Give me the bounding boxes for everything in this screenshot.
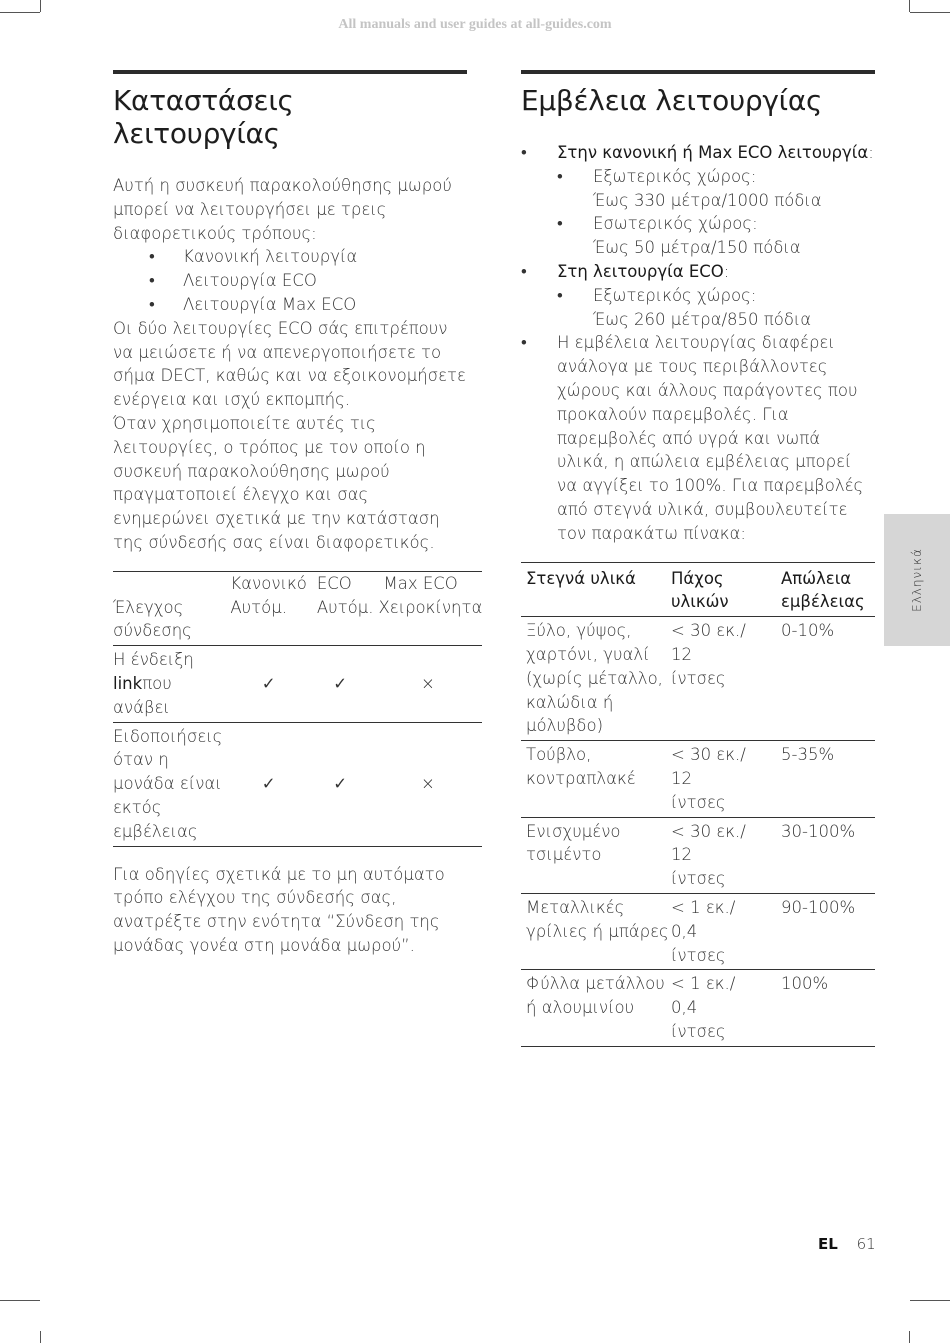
table-header-cell: Απώλεια εμβέλειας (781, 562, 875, 617)
range-value: Έως 330 μέτρα/1000 πόδια (593, 190, 822, 210)
sub-list (557, 165, 875, 260)
table-row (521, 893, 875, 969)
section-title-range: Εμβέλεια λειτουργίας (521, 84, 823, 117)
table-cell: < 30 εκ./ 12 ίντσες (671, 621, 746, 688)
table-cell: < 1 εκ./ 0,4 ίντσες (671, 970, 781, 1046)
footer-language: EL (818, 1235, 838, 1253)
range-label: Εξωτερικός χώρος: (593, 285, 757, 305)
table-row (113, 722, 482, 846)
list-item (557, 284, 875, 332)
crop-mark (910, 12, 950, 13)
crop-mark (40, 0, 41, 12)
table-cell: Έλεγχος σύνδεσης (113, 597, 192, 641)
range-value: Έως 260 μέτρα/850 πόδια (593, 309, 812, 329)
table-cell: Τούβλο, κοντραπλακέ (521, 741, 671, 817)
table-header-cell: Max ECO (383, 573, 458, 593)
materials-table (521, 562, 875, 1047)
table-header-cell: Στεγνά υλικά (521, 562, 671, 617)
range-label: Εξωτερικός χώρος: (593, 166, 757, 186)
table-cell: 0-10% (781, 621, 835, 641)
list-item: • Λειτουργία ECO (183, 269, 467, 293)
crop-mark (0, 12, 40, 13)
list-item: • Στη λειτουργία ECO: • Εξωτερικός χώρος: Έως 260 μέτρα/850 πόδια (521, 260, 875, 331)
list-item (557, 212, 875, 260)
normal-mode-heading: Στην κανονική ή Max ECO λειτουργία (557, 143, 869, 162)
page-footer (818, 1235, 876, 1253)
table-cell: < 1 εκ./ 0,4 ίντσες (671, 893, 781, 969)
table-cell: Αυτόμ. (316, 597, 374, 617)
table-row (521, 741, 875, 817)
table-header-cell: Κανονικό (230, 573, 307, 593)
bullet-icon: • (521, 333, 527, 353)
crop-mark (40, 1331, 41, 1343)
check-icon: ✓ (307, 646, 374, 722)
table-cell: 100% (781, 970, 875, 1046)
title-rule (521, 70, 875, 74)
language-tab-label: Ελληνικά (910, 548, 924, 612)
table-cell: Αυτόμ. (230, 597, 287, 617)
list-item: • Στην κανονική ή Max ECO λειτουργία: • Εξωτερικός χώρος: Έως 330 μέτρα/1000 πόδια • Εσωτερικός χώρος: Έως 50 μέτρα/150 πόδια (521, 141, 875, 260)
table-header-row (521, 562, 875, 617)
table-header-row (113, 571, 482, 595)
crop-mark (909, 0, 910, 12)
title-rule (113, 70, 467, 74)
table-row (521, 617, 875, 741)
table-cell: Μεταλλικές γρίλιες ή μπάρες (521, 893, 671, 969)
table-header-cell: ECO (316, 573, 352, 593)
modes-table (113, 571, 482, 847)
table-row (113, 646, 482, 722)
cross-icon: × (373, 646, 482, 722)
bullet-icon: • (557, 166, 563, 186)
sub-list (557, 284, 875, 332)
list-item: • Λειτουργία Max ECO (183, 293, 467, 317)
interference-paragraph: Η εμβέλεια λειτουργίας διαφέρει ανάλογα με τους περιβάλλοντες χώρους και άλλους παράγοντες που προκαλούν παρεμβολές. Για παρεμβολές από υγρά και νωπά υλικά, η απώλεια εμβέλειας μπορεί να αγγίξει το 100%. Για παρεμβολές από στεγνά υλικά, συμβουλευτείτε τον παρακάτω πίνακα: (557, 333, 864, 543)
link-label-suffix: που ανάβει (113, 673, 172, 717)
intro-paragraph: Αυτή η συσκευή παρακολούθησης μωρού μπορεί να λειτουργήσει με τρεις διαφορετικούς τρόπους: (113, 176, 452, 243)
watermark-header: All manuals and user guides at all-guides.com (338, 17, 612, 32)
table-cell: < 30 εκ./ 12 ίντσες (671, 741, 781, 817)
list-item: • Κανονική λειτουργία (183, 245, 467, 269)
table-cell (113, 571, 230, 595)
range-label: Εσωτερικός χώρος: (593, 214, 758, 234)
table-cell: 90-100% (781, 893, 875, 969)
table-row (113, 596, 482, 646)
usage-paragraph: Όταν χρησιμοποιείτε αυτές τις λειτουργίες, ο τρόπος με τον οποίο η συσκευή παρακολούθησης μωρού πραγματοποιεί έλεγχο και σας ενημερώνει σχετικά με την κατάσταση της σύνδεσής σας είναι διαφορετικός. (113, 413, 440, 552)
bullet-icon: • (521, 143, 527, 162)
crop-mark (910, 1300, 950, 1301)
table-cell: 5-35% (781, 741, 875, 817)
table-cell: 30-100% (781, 817, 875, 893)
bullet-icon: • (557, 285, 563, 305)
right-column (521, 70, 875, 1047)
list-item (521, 331, 875, 545)
eco-mode-heading: Στη λειτουργία ECO (557, 261, 724, 281)
section-title-modes: Καταστάσεις λειτουργίας (113, 84, 294, 150)
link-label-strong: link (113, 673, 143, 693)
check-icon: ✓ (230, 722, 307, 846)
page-number: 61 (856, 1235, 876, 1253)
bullet-icon: • (521, 261, 527, 281)
table-row (521, 817, 875, 893)
link-label-prefix: Η ένδειξη (113, 650, 194, 670)
modes-body (113, 174, 467, 555)
table-header-cell: Πάχος υλικών (671, 562, 781, 617)
eco-paragraph: Οι δύο λειτουργίες ECO σάς επιτρέπουν να μειώσετε ή να απενεργοποιήσετε το σήμα DECT, καθώς και να εξοικονομήσετε ενέργεια και ισχύ εκπομπής. (113, 318, 466, 410)
modes-list (113, 245, 467, 316)
range-list (521, 141, 875, 546)
check-icon: ✓ (307, 722, 374, 846)
table-cell: Ξύλο, γύψος, χαρτόνι, γυαλί (χωρίς μέταλλο, καλώδια ή μόλυβδο) (526, 621, 663, 736)
table-cell: Χειροκίνητα (378, 597, 483, 617)
table-row (521, 970, 875, 1046)
crop-mark (909, 1331, 910, 1343)
table-cell: Φύλλα μετάλλου ή αλουμινίου (521, 970, 671, 1046)
crop-mark (0, 1300, 40, 1301)
manual-check-paragraph: Για οδηγίες σχετικά με το μη αυτόματο τρόπο ελέγχου της σύνδεσής σας, ανατρέξτε στην ενότητα “Σύνδεση της μονάδας γονέα στη μονάδα μωρού”. (113, 864, 445, 955)
bullet-icon: • (557, 214, 563, 234)
language-side-tab (884, 514, 950, 646)
cross-icon: × (373, 722, 482, 846)
table-cell: Ενισχυμένο τσιμέντο (521, 817, 671, 893)
table-cell (113, 646, 230, 722)
table-cell: Ειδοποιήσεις όταν η μονάδα είναι εκτός εμβέλειας (113, 722, 230, 846)
range-body (521, 141, 875, 546)
range-value: Έως 50 μέτρα/150 πόδια (593, 238, 801, 258)
table-cell: < 30 εκ./ 12 ίντσες (671, 817, 781, 893)
list-item (557, 165, 875, 213)
left-column (113, 70, 483, 958)
check-icon: ✓ (230, 646, 307, 722)
